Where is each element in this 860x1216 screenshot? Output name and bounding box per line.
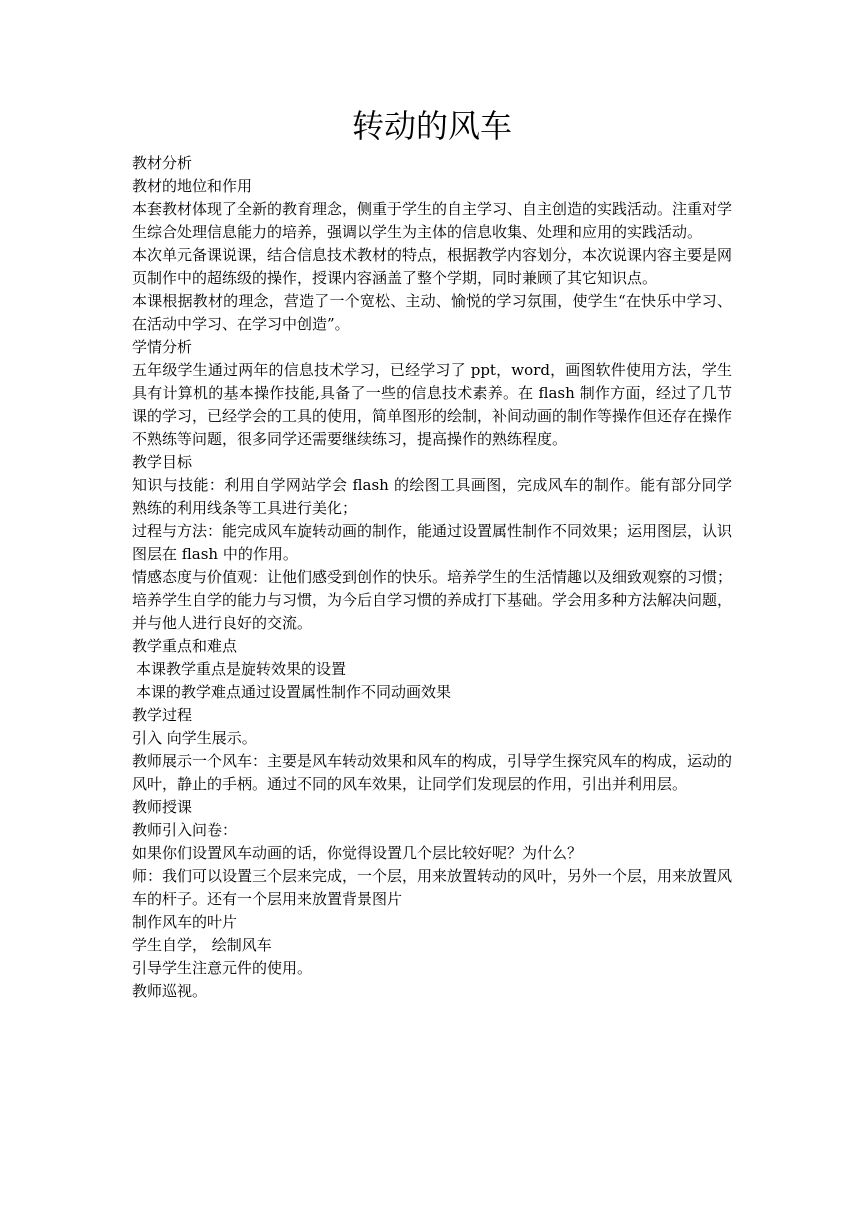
indented-paragraph: 本课教学重点是旋转效果的设置 <box>136 660 347 678</box>
body-paragraph: 过程与方法：能完成风车旋转动画的制作，能通过设置属性制作不同效果；运用图层，认识图层在 flash 中的作用。 <box>132 522 733 563</box>
body-paragraph: 本次单元备课说课，结合信息技术教材的特点，根据教学内容划分，本次说课内容主要是网页制作中的超练级的操作，授课内容涵盖了整个学期，同时兼顾了其它知识点。 <box>132 246 733 287</box>
section-heading: 教师授课 <box>132 798 193 816</box>
section-heading: 制作风车的叶片 <box>132 913 238 931</box>
section-heading: 教材的地位和作用 <box>132 177 253 195</box>
section-heading: 教学目标 <box>132 453 193 471</box>
body-paragraph: 教师引入问卷： <box>132 821 238 839</box>
body-paragraph: 本套教材体现了全新的教育理念，侧重于学生的自主学习、自主创造的实践活动。注重对学生综合处理信息能力的培养，强调以学生为主体的信息收集、处理和应用的实践活动。 <box>132 200 733 241</box>
section-heading: 教学过程 <box>132 706 193 724</box>
section-heading: 教材分析 <box>132 154 193 172</box>
body-paragraph: 知识与技能：利用自学网站学会 flash 的绘图工具画图，完成风车的制作。能有部分同学熟练的利用线条等工具进行美化； <box>132 476 732 517</box>
body-paragraph: 五年级学生通过两年的信息技术学习，已经学习了 ppt，word，画图软件使用方法，学生具有计算机的基本操作技能,具备了一些的信息技术素养。在 flash 制作方面，经过了几节课的学习，已经学会的工具的使用，简单图形的绘制，补间动画的制作等操作但还存在操作不熟练等问题，很多同学还需要继续练习，提高操作的熟练程度。 <box>132 361 733 448</box>
body-paragraph: 师：我们可以设置三个层来完成，一个层，用来放置转动的风叶，另外一个层，用来放置风车的杆子。还有一个层用来放置背景图片 <box>132 867 733 908</box>
body-paragraph: 引导学生注意元件的使用。 <box>132 959 313 977</box>
body-paragraph: 培养学生自学的能力与习惯，为今后自学习惯的养成打下基础。学会用多种方法解决问题，并与他人进行良好的交流。 <box>132 591 733 632</box>
document-body <box>132 152 732 1003</box>
document-title: 转动的风车 <box>351 107 512 145</box>
body-paragraph: 情感态度与价值观：让他们感受到创作的快乐。培养学生的生活情趣以及细致观察的习惯； <box>132 568 733 586</box>
indented-paragraph: 本课的教学难点通过设置属性制作不同动画效果 <box>136 683 452 701</box>
body-paragraph: 如果你们设置风车动画的话，你觉得设置几个层比较好呢？为什么？ <box>132 844 583 862</box>
section-heading: 教学重点和难点 <box>132 637 238 655</box>
body-paragraph: 引入 向学生展示。 <box>132 729 257 747</box>
body-paragraph: 教师巡视。 <box>132 982 208 1000</box>
document-page <box>132 104 732 1003</box>
section-heading: 学情分析 <box>132 338 193 356</box>
body-paragraph: 本课根据教材的理念，营造了一个宽松、主动、愉悦的学习氛围，使学生“在快乐中学习、在活动中学习、在学习中创造”。 <box>132 292 732 333</box>
body-paragraph: 教师展示一个风车：主要是风车转动效果和风车的构成，引导学生探究风车的构成，运动的风叶，静止的手柄。通过不同的风车效果，让同学们发现层的作用，引出并利用层。 <box>132 752 733 793</box>
body-paragraph: 学生自学， 绘制风车 <box>132 936 272 954</box>
